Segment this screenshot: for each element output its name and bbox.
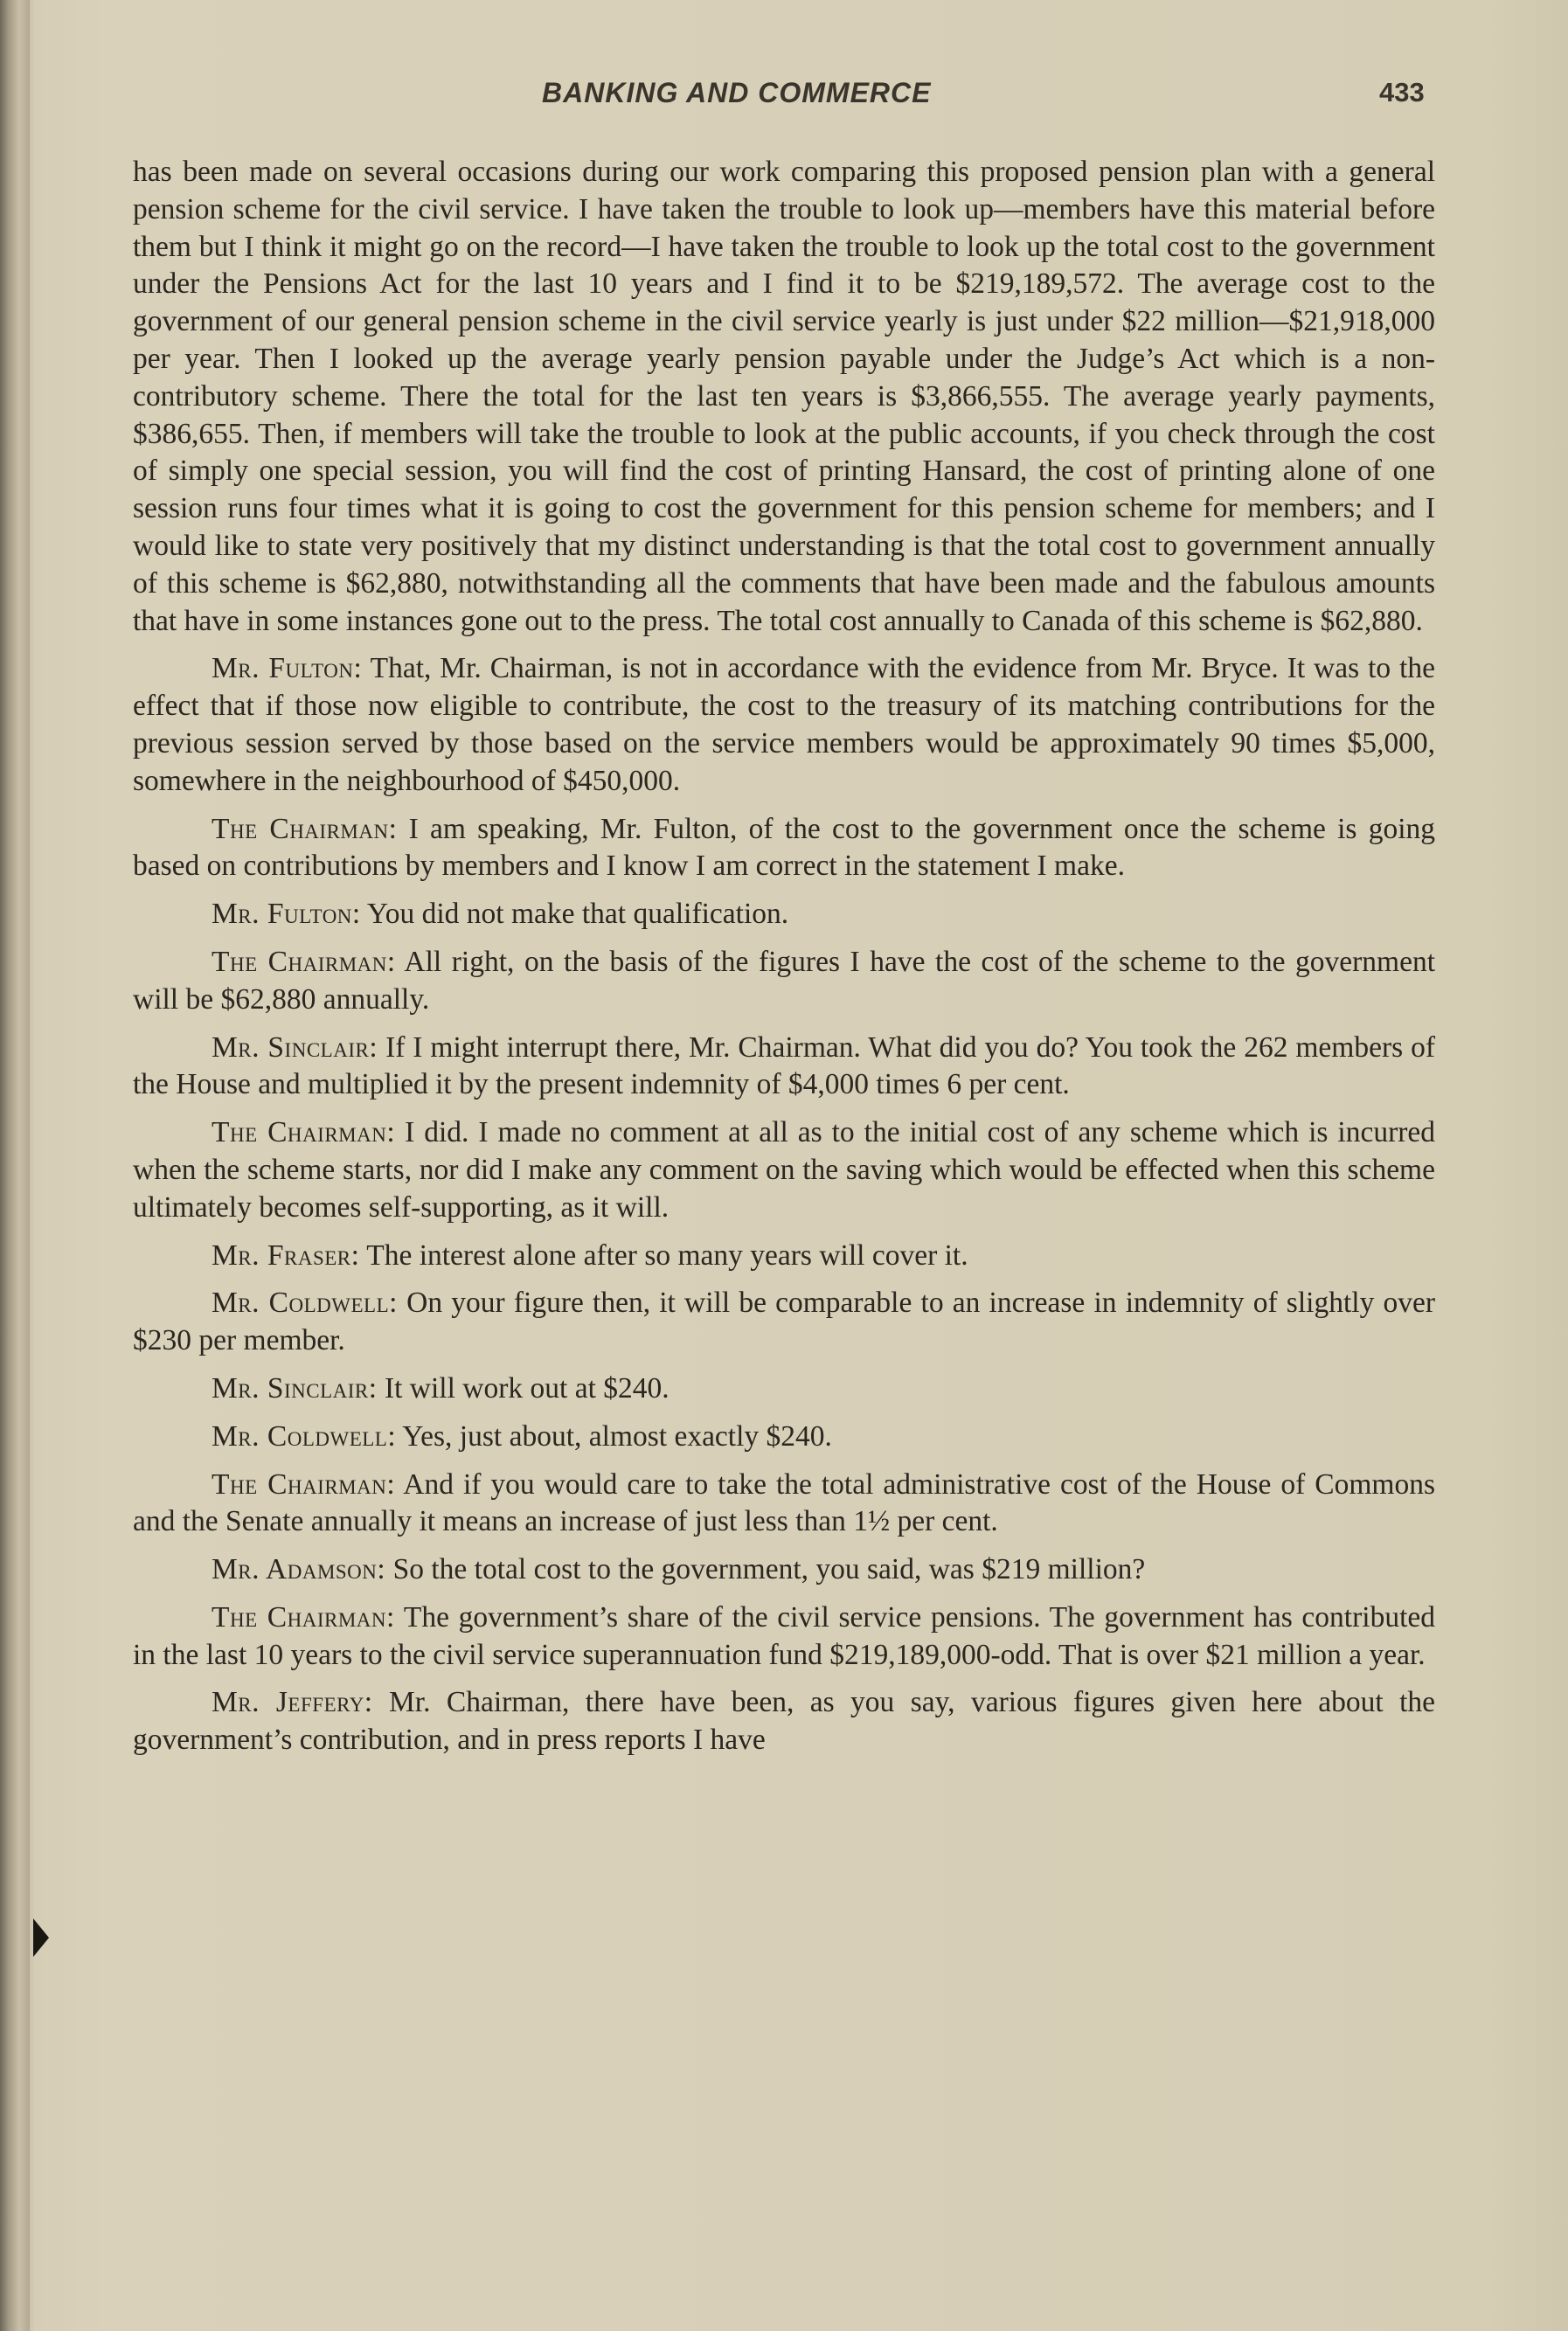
paragraph <box>133 1285 1435 1360</box>
paragraph <box>133 1370 1435 1408</box>
margin-marker-triangle <box>33 1918 49 1957</box>
paragraph <box>133 1419 1435 1456</box>
speaker-name: Mr. Coldwell: <box>212 1287 398 1320</box>
paragraph <box>133 1684 1435 1759</box>
paragraph-text: Yes, just about, almost exactly $240. <box>402 1419 832 1453</box>
paragraph <box>133 1551 1435 1589</box>
paragraph <box>133 1030 1435 1105</box>
paragraph-text: That, Mr. Chairman, is not in accordance with the evidence from Mr. Bryce. It was to the effect that if those now eligible to contribute, the cost to the treasury of its matching contributions for the previous session served by those based on the service members would be approximately 90 times $5,000, somewhere in the neighbourhood of $450,000. <box>133 652 1435 797</box>
speaker-name: Mr. Coldwell: <box>212 1419 397 1453</box>
page-number: 433 <box>1379 77 1425 108</box>
paragraph-text: I am speaking, Mr. Fulton, of the cost to the government once the scheme is going based on contributions by members and I know I am correct in the statement I make. <box>133 812 1436 883</box>
speaker-name: Mr. Fulton: <box>212 652 363 685</box>
paragraph-text: On your figure then, it will be comparable to an increase in indemnity of slightly over $230 per member. <box>133 1287 1436 1357</box>
paragraph-text: I did. I made no comment at all as to the initial cost of any scheme which is incurred when the scheme starts, nor did I make any comment on the saving which would be effected when this scheme ultimately becomes self-supporting, as it will. <box>133 1116 1436 1224</box>
speaker-name: Mr. Sinclair: <box>212 1030 378 1064</box>
paragraph-text: The interest alone after so many years will cover it. <box>366 1238 968 1272</box>
paragraph <box>133 944 1435 1019</box>
paragraph <box>133 650 1435 800</box>
paragraph-text: You did not make that qualification. <box>366 898 789 931</box>
speaker-name: The Chairman: <box>212 945 396 978</box>
paragraph-text: All right, on the basis of the figures I have the cost of the scheme to the government will be $62,880 annually. <box>133 945 1435 1016</box>
paragraph-text: Mr. Chairman, there have been, as you say, various figures given here about the government’s contribution, and in press reports I have <box>133 1686 1436 1757</box>
paragraph-text: If I might interrupt there, Mr. Chairman. What did you do? You took the 262 members of the House and multiplied it by the present indemnity of $4,000 times 6 per cent. <box>133 1030 1436 1101</box>
paragraph-text: So the total cost to the government, you said, was $219 million? <box>392 1553 1146 1586</box>
speaker-name: Mr. Fulton: <box>212 898 361 931</box>
paragraph-text: And if you would care to take the total administrative cost of the House of Commons and the Senate annually it means an increase of just less than 1½ per cent. <box>133 1467 1435 1538</box>
speaker-name: The Chairman: <box>212 812 398 845</box>
speaker-name: The Chairman: <box>212 1467 396 1501</box>
page-header <box>0 77 1568 121</box>
speaker-name: Mr. Sinclair: <box>212 1371 378 1405</box>
speaker-name: Mr. Adamson: <box>212 1553 386 1586</box>
book-binding-edge <box>0 0 30 2331</box>
paragraph <box>133 811 1435 886</box>
paragraph <box>133 896 1435 933</box>
paragraph-text: It will work out at $240. <box>384 1371 670 1405</box>
paragraph <box>133 1467 1435 1542</box>
paragraph <box>133 1238 1435 1275</box>
paragraph <box>133 154 1435 640</box>
paragraph <box>133 1599 1435 1675</box>
page-body <box>133 154 1435 1770</box>
speaker-name: Mr. Jeffery: <box>212 1686 373 1719</box>
paragraph-text: The government’s share of the civil service pensions. The government has contributed in the last 10 years to the civil service superannuation fund $219,189,000-odd. That is over $21 million a year. <box>133 1600 1435 1671</box>
speaker-name: Mr. Fraser: <box>212 1238 360 1272</box>
paragraph <box>133 1114 1435 1226</box>
speaker-name: The Chairman: <box>212 1600 395 1634</box>
speaker-name: The Chairman: <box>212 1116 396 1149</box>
paragraph-text: has been made on several occasions during our work comparing this proposed pension plan with a general pension scheme for the civil service. I have taken the trouble to look up—members have this material before them but I think it might go on the record—I have taken the trouble to look up the total cost to the government under the Pensions Act for the last 10 years and I find it to be $219,189,572. The average cost to the government of our general pension scheme in the civil service yearly is just under $22 million—$21,918,000 per year. Then I looked up the average yearly pension payable under the Judge’s Act which is a non-contributory scheme. There the total for the last ten years is $3,866,555. The average yearly payments, $386,655. Then, if members will take the trouble to look at the public accounts, if you check through the cost of simply one special session, you will find the cost of printing Hansard, the cost of printing alone of one session runs four times what it is going to cost the government for this pension scheme for members; and I would like to state very positively that my distinct understanding is that the total cost to government annually of this scheme is $62,880, notwithstanding all the comments that have been made and the fabulous amounts that have in some instances gone out to the press. The total cost annually to Canada of this scheme is $62,880. <box>133 156 1435 637</box>
running-head: BANKING AND COMMERCE <box>542 77 932 108</box>
